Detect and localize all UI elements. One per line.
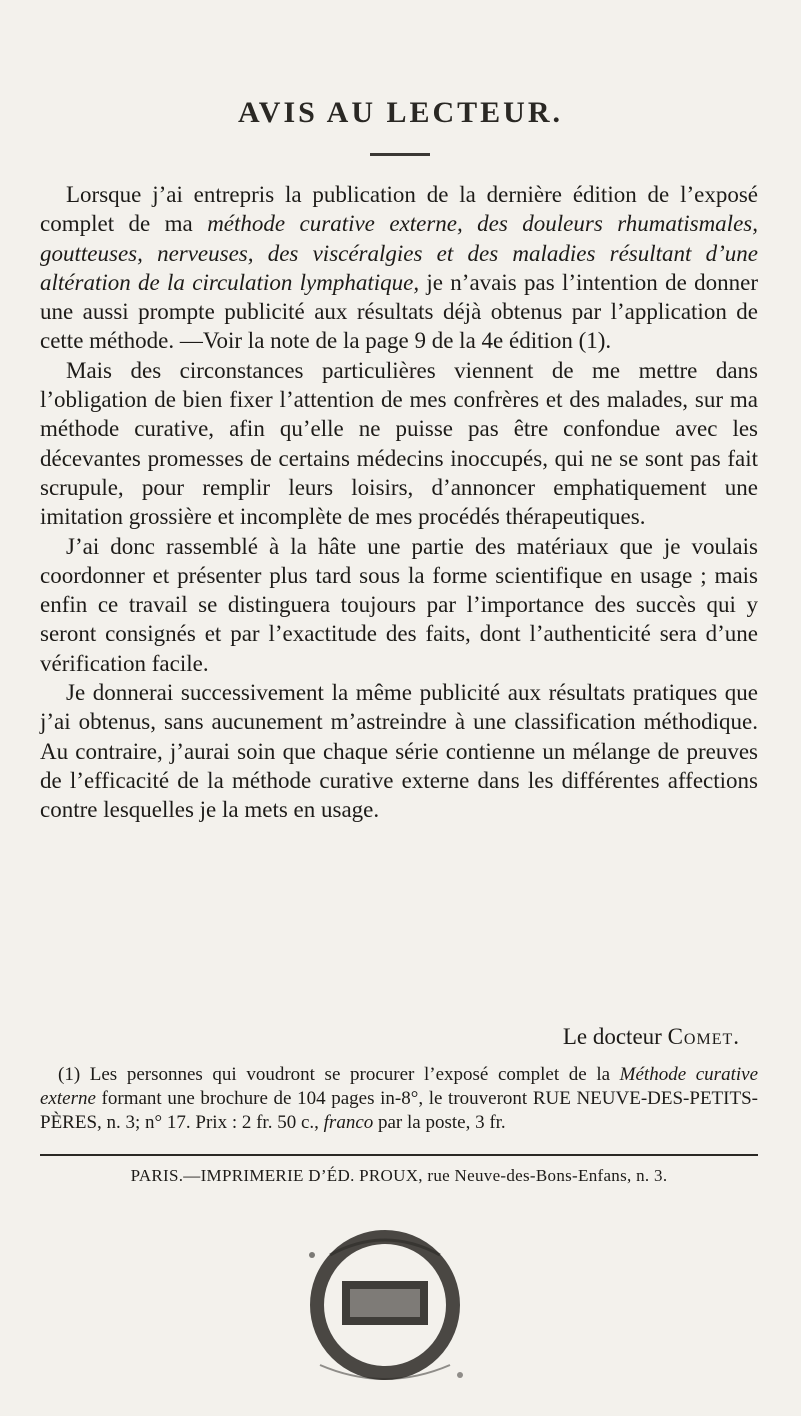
footnote-paragraph — [40, 1063, 758, 1135]
imprint-divider — [40, 1154, 758, 1156]
paragraph-1 — [40, 180, 758, 356]
printer-imprint: PARIS.—IMPRIMERIE D’ÉD. PROUX, rue Neuve-des-Bons-Enfans, n. 3. — [130, 1166, 668, 1185]
footnote-italic-franco: franco — [323, 1112, 374, 1133]
paragraph-4: Je donnerai successivement la même publicité aux résultats pratiques que j’ai obtenus, sans aucunement m’astreindre à une classification méthodique. Au contraire, j’aurai soin que chaque série contienne un mélange de preuves de l’efficacité de la méthode curative externe dans les différentes affections contre lesquelles je la mets en usage. — [40, 680, 758, 823]
paragraph-1-text-b: je n’avais pas l’intention de donner une aussi prompte publicité aux résultats déjà obtenus par l’application de cette méthode. —Voir la note de la page 9 de la 4e édition (1). — [40, 269, 758, 354]
paragraph-1-text-a: Lorsque j’ai entrepris la publication de la dernière édition de l’exposé complet de ma — [40, 182, 758, 237]
paragraph-1-italic-title: méthode curative externe, des douleurs rhumatismales, goutteuses, nerveuses, des viscéralgies et des maladies résultant d’une altération de la circulation lymphatique, — [40, 211, 758, 295]
signature — [40, 1024, 740, 1050]
footnote-text-c: par la poste, 3 fr. — [373, 1112, 506, 1133]
title-divider — [370, 153, 430, 156]
footnote — [40, 1063, 758, 1135]
footnote-text-a: (1) Les personnes qui voudront se procurer l’exposé complet de la — [58, 1064, 620, 1085]
page-title: AVIS AU LECTEUR. — [237, 96, 564, 129]
paragraph-2: Mais des circonstances particulières viennent de me mettre dans l’obligation de bien fixer l’attention de mes confrères et des malades, sur ma méthode curative, afin qu’elle ne puisse pas être confondue avec les décevantes promesses de certains médecins inoccupés, qui ne se sont pas fait scrupule, pour remplir leurs loisirs, d’annoncer emphatiquement une imitation grossière et incomplète de mes procédés thérapeutiques. — [40, 357, 758, 530]
paragraph-3: J’ai donc rassemblé à la hâte une partie des matériaux que je voulais coordonner et présenter plus tard sous la forme scientifique en usage ; mais enfin ce travail se distinguera toujours par l’importance des succès qui y seront consignés et par l’exactitude des faits, dont l’authenticité sera d’une vérification facile. — [40, 533, 758, 676]
signature-name: Comet. — [667, 1024, 740, 1049]
library-stamp-icon — [290, 1215, 480, 1395]
footnote-italic-title: Méthode curative externe — [40, 1064, 758, 1109]
signature-prefix: Le docteur — [562, 1024, 668, 1049]
footnote-text-b: formant une brochure de 104 pages in-8°, le trouveront RUE NEUVE-DES-PETITS-PÈRES, n. 3; n° 17. Prix : 2 fr. 50 c., — [40, 1088, 758, 1133]
body-text — [40, 180, 758, 825]
